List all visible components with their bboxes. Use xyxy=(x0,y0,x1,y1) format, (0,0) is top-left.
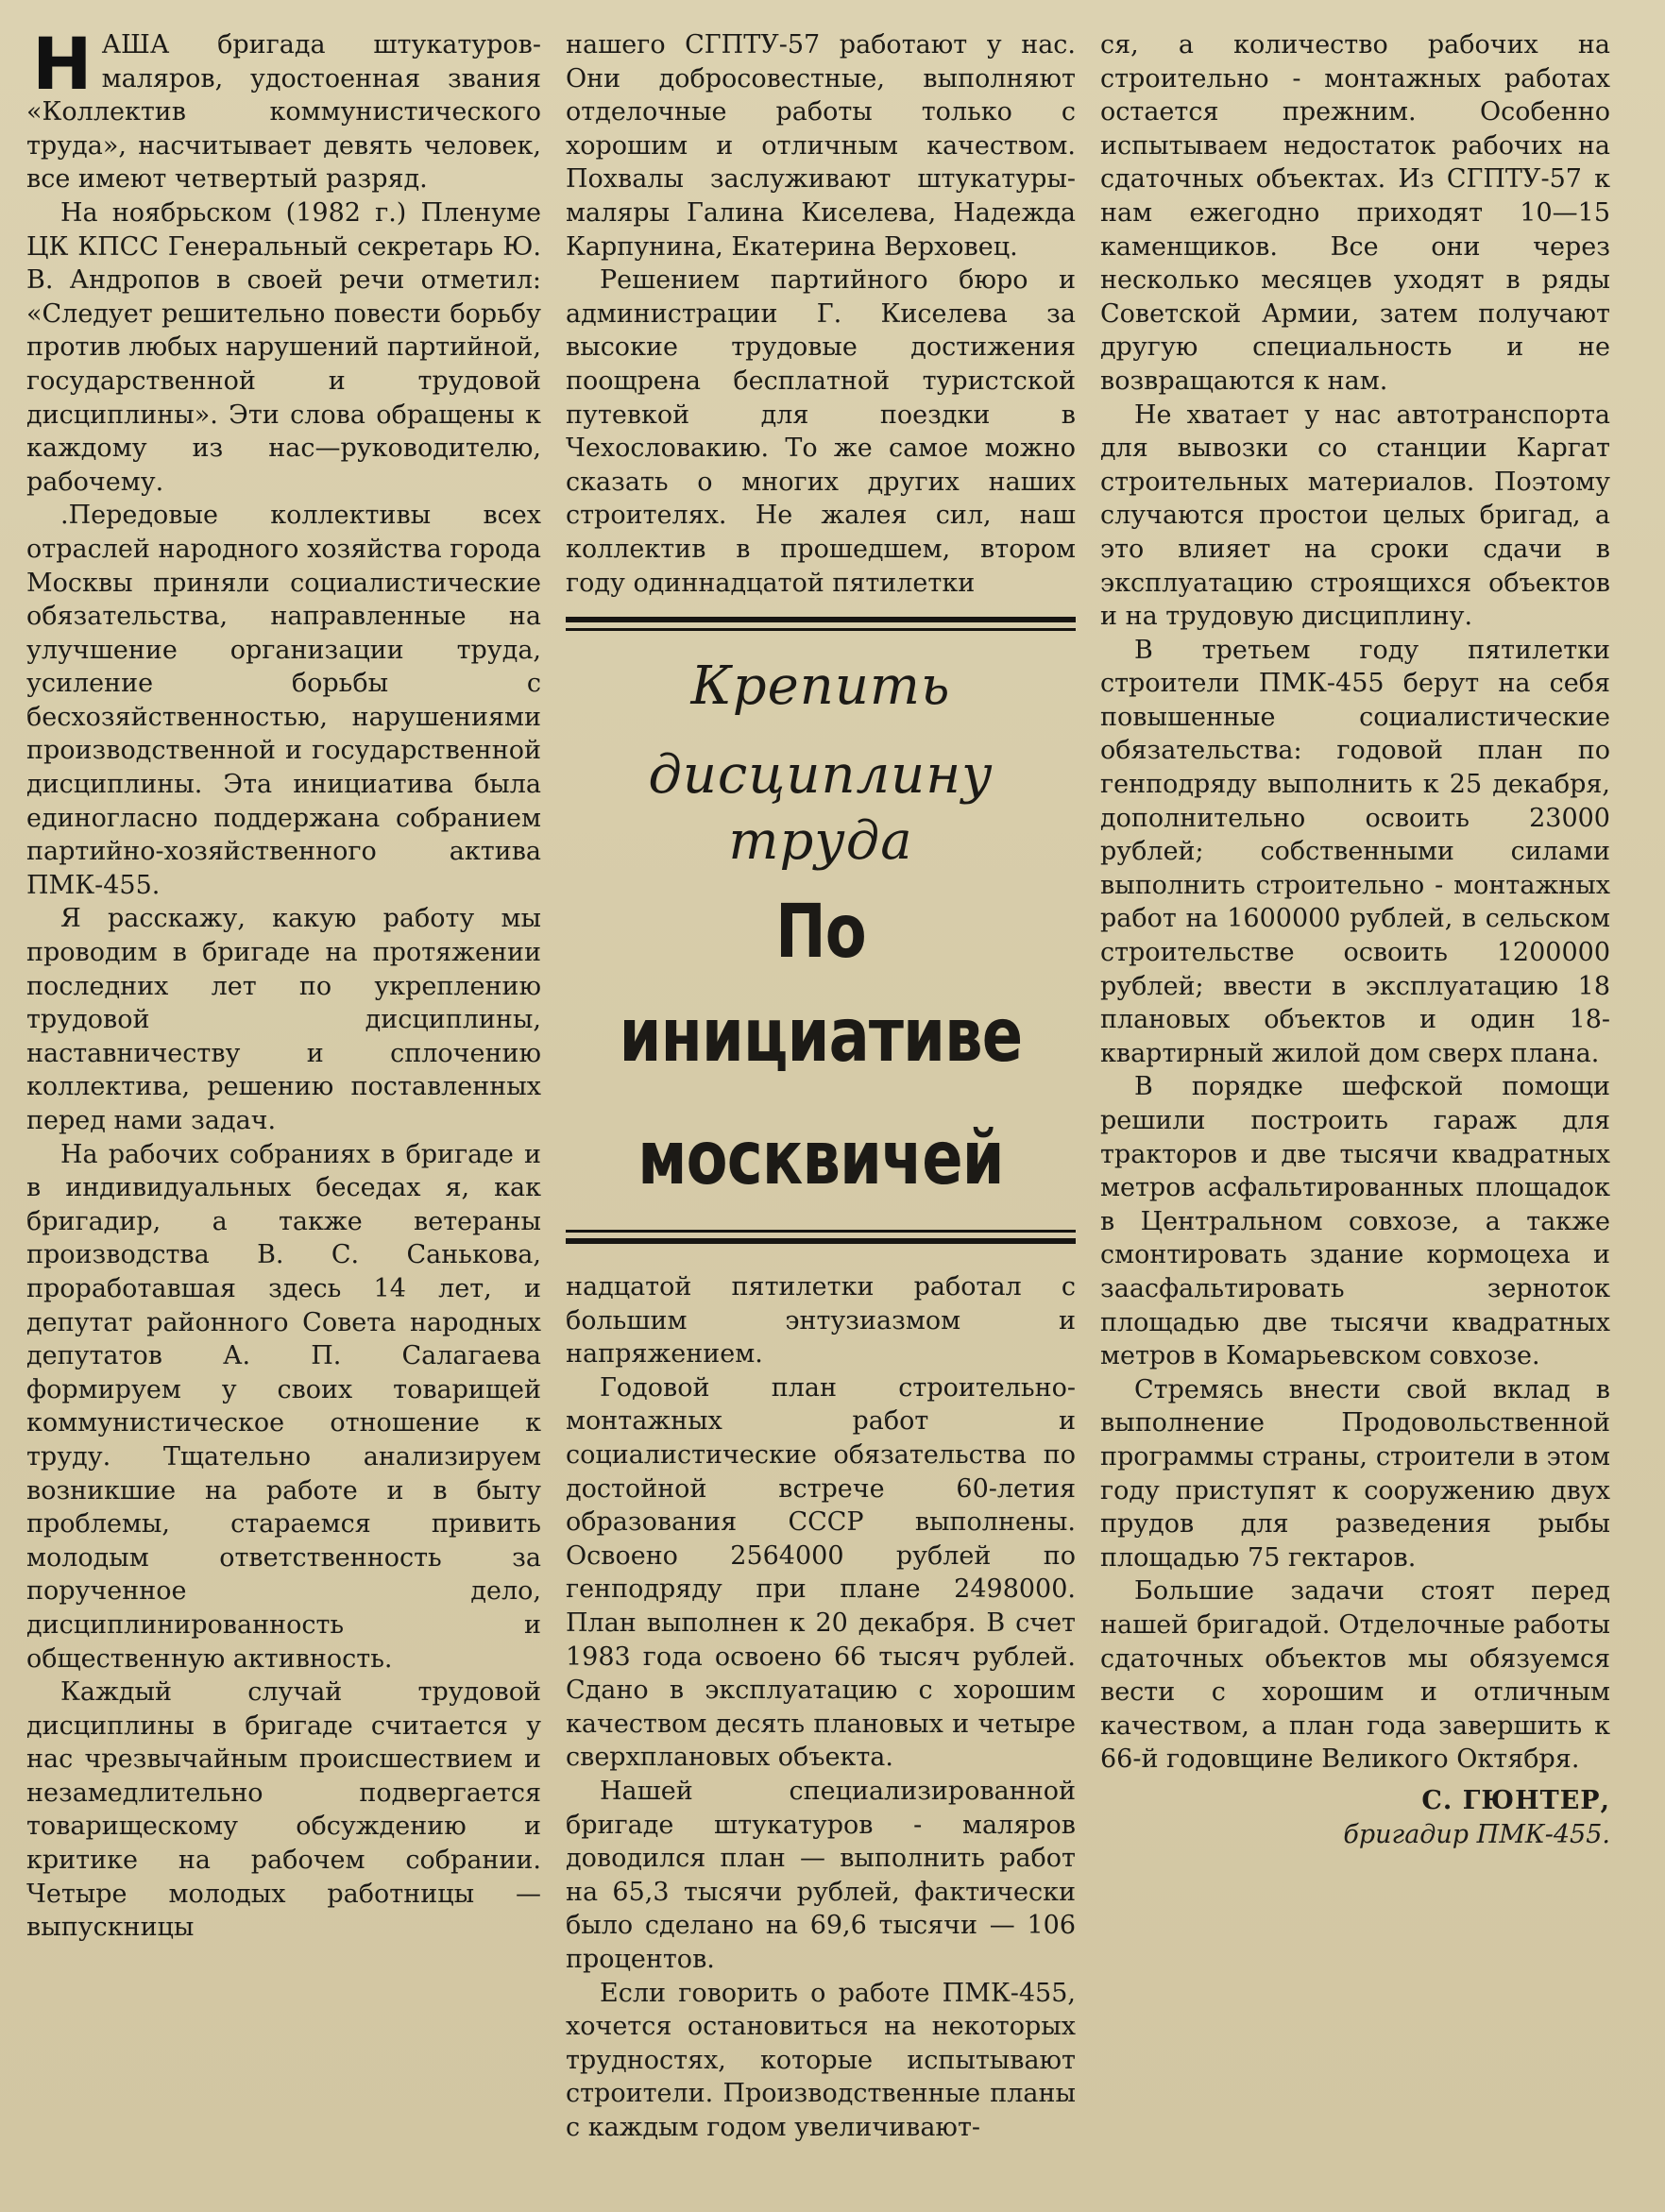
paragraph: Каждый случай трудовой дисциплины в бригаде считается у нас чрезвычайным происшествием и незамедлительно подвергается товарищескому обсуждению и критике на рабочем собрании. Четыре молодых работницы — выпускницы xyxy=(26,1677,541,1943)
paragraph: Если говорить о работе ПМК-455, хочется остановиться на некоторых трудностях, которые испытывают строители. Производственные планы с каждым годом увеличивают- xyxy=(566,1978,1076,2142)
headline-block xyxy=(566,617,1076,1250)
top-rule-thin xyxy=(566,628,1076,631)
article-column-1 xyxy=(26,28,541,2212)
rubric-line-1: Крепить xyxy=(690,655,951,718)
author-signature xyxy=(1100,1784,1610,1852)
paragraph: Не хватает у нас автотранспорта для вывозки со станции Каргат строительных материалов. Поэтому случаются простои целых бригад, а это влияет на сроки сдачи в эксплуатацию строящихся объектов и на трудовую дисциплину. xyxy=(1100,400,1610,632)
paragraph: Я расскажу, какую работу мы проводим в бригаде на протяжении последних лет по укреплению трудовой дисциплины, наставничеству и сплочению коллектива, решению поставленных перед нами задач. xyxy=(26,904,541,1135)
bottom-rule-thick xyxy=(566,1238,1076,1244)
drop-cap: Н xyxy=(32,28,93,106)
author-role: бригадир ПМК-455. xyxy=(1343,1819,1610,1849)
paragraph: Стремясь внести свой вклад в выполнение Продовольственной программы страны, строители в этом году приступят к сооружению двух прудов для разведения рыбы площадью 75 гектаров. xyxy=(1100,1374,1610,1573)
paragraph: Большие задачи стоят перед нашей бригадой. Отделочные работы сдаточных объектов мы обязуемся вести с хорошим и отличным качеством, а план года завершить к 66-й годовщине Великого Октября. xyxy=(1100,1576,1610,1775)
headline-line-2: москвичей xyxy=(637,1116,1004,1202)
paragraph: нашего СГПТУ-57 работают у нас. Они добросовестные, выполняют отделочные работы только с хорошим и отличным качеством. Похвалы заслуживают штукатуры-маляры Галина Киселева, Надежда Карпунина, Екатерина Верховец. xyxy=(566,30,1076,262)
paragraph: Нашей специализированной бригаде штукатуров - маляров доводился план — выполнить работ на 65,3 тысячи рублей, фактически было сделано на 69,6 тысячи — 106 процентов. xyxy=(566,1777,1076,1974)
paragraph: надцатой пятилетки работал с большим энтузиазмом и напряжением. xyxy=(566,1272,1076,1370)
headline-line-1: По инициативе xyxy=(619,890,1023,1080)
rubric-line-2: дисциплину труда xyxy=(648,744,994,873)
paragraph: Решением партийного бюро и администрации Г. Киселева за высокие трудовые достижения поощрена бесплатной туристской путевкой для поездки в Чехословакию. То же самое можно сказать о многих других наших строителях. Не жалея сил, наш коллектив в прошедшем, втором году одиннадцатой пятилетки xyxy=(566,265,1076,598)
paragraph: .Передовые коллективы всех отраслей народного хозяйства города Москвы приняли социалистические обязательства, направленные на улучшение организации труда, усиление борьбы с бесхозяйственностью, нарушениями производственной и государственной дисциплины. Эта инициатива была единогласно поддержана собранием партийно-хозяйственного актива ПМК-455. xyxy=(26,501,541,900)
lead-text: АША бригада штукатуров-маляров, удостоенная звания «Коллектив коммунистического труда», насчитывает девять человек, все имеют четвертый разряд. xyxy=(26,30,541,195)
article-column-2 xyxy=(566,28,1076,2212)
paragraph: На рабочих собраниях в бригаде и в индивидуальных беседах я, как бригадир, а также ветераны производства В. С. Санькова, проработавшая здесь 14 лет, и депутат районного Совета народных депутатов А. П. Салагаева формируем у своих товарищей коммунистическое отношение к труду. Тщательно анализируем возникшие на работе и в быту проблемы, стараемся привить молодым ответственность за порученное дело, дисциплинированность и общественную активность. xyxy=(26,1139,541,1674)
paragraph: На ноябрьском (1982 г.) Пленуме ЦК КПСС Генеральный секретарь Ю. В. Андропов в своей речи отметил: «Следует решительно повести борьбу против любых нарушений партийной, государственной и трудовой дисциплины». Эти слова обращены к каждому из нас—руководителю, рабочему. xyxy=(26,197,541,497)
paragraph: Годовой план строительно-монтажных работ и социалистические обязательства по достойной встрече 60-летия образования СССР выполнены. Освоено 2564000 рублей по генподряду при плане 2498000. План выполнен к 20 декабря. В счет 1983 года освоено 66 тысяч рублей. Сдано в эксплуатацию с хорошим качеством десять плановых и четыре сверхплановых объекта. xyxy=(566,1372,1076,1773)
paragraph: В порядке шефской помощи решили построить гараж для тракторов и две тысячи квадратных метров асфальтированных площадок в Центральном совхозе, а также смонтировать здание кормоцеха и заасфальтировать зерноток площадью две тысячи квадратных метров в Комарьевском совхозе. xyxy=(1100,1072,1610,1371)
paragraph: В третьем году пятилетки строители ПМК-455 берут на себя повышенные социалистические обязательства: годовой план по генподряду выполнить к 25 декабря, дополнительно освоить 23000 рублей; собственными силами выполнить строительно - монтажных работ на 1600000 рублей, в сельском строительстве освоить 1200000 рублей; ввести в эксплуатацию 18 плановых объектов и один 18-квартирный жилой дом сверх плана. xyxy=(1100,635,1610,1068)
paragraph: ся, а количество рабочих на строительно - монтажных работах остается прежним. Особенно испытываем недостаток рабочих на сдаточных объектах. Из СГПТУ-57 к нам ежегодно приходят 10—15 каменщиков. Все они через несколько месяцев уходят в ряды Советской Армии, затем получают другую специальность и не возвращаются к нам. xyxy=(1100,30,1610,396)
lead-paragraph xyxy=(26,28,541,196)
bottom-rule-thin xyxy=(566,1230,1076,1233)
author-name: С. ГЮНТЕР, xyxy=(1421,1785,1610,1815)
top-rule-thick xyxy=(566,617,1076,622)
article-column-3 xyxy=(1100,28,1610,2212)
